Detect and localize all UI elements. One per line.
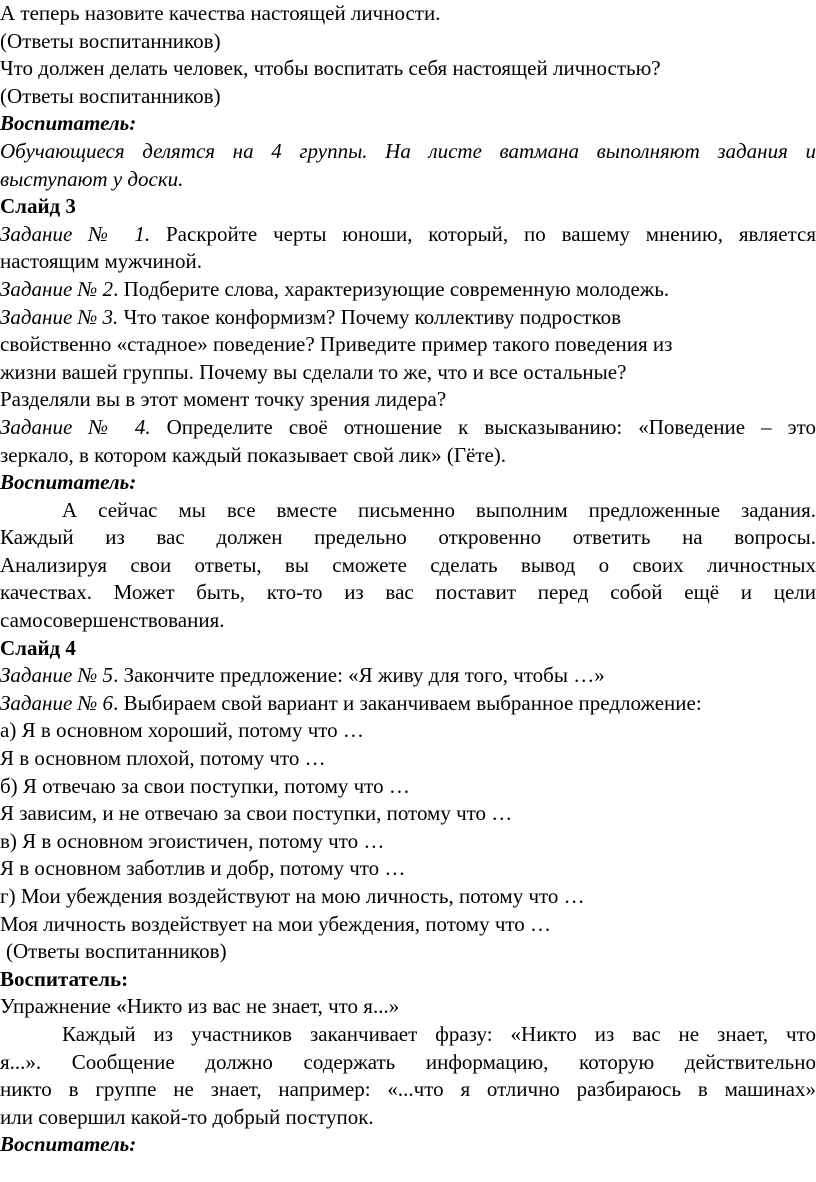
task-6 — [0, 690, 816, 718]
exercise-title: Упражнение «Никто из вас не знает, что я...» — [0, 994, 400, 1019]
option-c-1: в) Я в основном эгоистичен, потому что … — [0, 828, 385, 853]
task-6-label: Задание № 6 — [0, 690, 114, 715]
task-2-label: Задание № 2 — [0, 276, 114, 301]
task-3-text-cont: жизни вашей группы. Почему вы сделали то же, что и все остальные? — [0, 359, 627, 384]
exercise-paragraph-line: Каждый из участников заканчивает фразу: «Никто из вас не знает, что — [62, 1021, 816, 1046]
pupils-answers-note: (Ответы воспитанников) — [0, 28, 221, 53]
exercise-paragraph-line: или совершил какой-то добрый поступок. — [0, 1104, 374, 1129]
slide-3-heading: Слайд 3 — [0, 194, 76, 219]
task-1-text-cont: настоящим мужчиной. — [0, 249, 203, 274]
teacher-paragraph-line: самосовершенствования. — [0, 608, 225, 633]
task-4 — [0, 414, 816, 442]
task-4-text-cont: зеркало, в котором каждый показывает свой лик» (Гёте). — [0, 442, 507, 467]
slide-4-heading: Слайд 4 — [0, 635, 76, 660]
task-3 — [0, 304, 816, 332]
question-self-education: Что должен делать человек, чтобы воспитать себя настоящей личностью? — [0, 56, 661, 81]
task-6-text: . Выбираем свой вариант и заканчиваем выбранное предложение: — [113, 690, 702, 715]
task-2 — [0, 276, 816, 304]
task-3-text: Что такое конформизм? Почему коллективу подростков — [118, 304, 621, 329]
task-5-label: Задание № 5 — [0, 663, 114, 688]
teacher-heading: Воспитатель: — [0, 111, 137, 136]
option-b-1: б) Я отвечаю за свои поступки, потому что … — [0, 773, 410, 798]
question-qualities: А теперь назовите качества настоящей личности. — [0, 1, 441, 25]
teacher-paragraph-line: А сейчас мы все вместе письменно выполним предложенные задания. — [62, 497, 816, 522]
task-1 — [0, 221, 816, 249]
teacher-paragraph-line: Анализируя свои ответы, вы сможете сделать вывод о своих личностных — [0, 552, 816, 577]
groups-instruction-line: Обучающиеся делятся на 4 группы. На листе ватмана выполняют задания и — [0, 138, 816, 163]
task-1-text: Раскройте черты юноши, который, по вашему мнению, является — [150, 221, 816, 246]
teacher-heading: Воспитатель: — [0, 1132, 137, 1157]
option-a-2: Я в основном плохой, потому что … — [0, 746, 326, 771]
task-4-text: Определите своё отношение к высказыванию: «Поведение – это — [150, 414, 816, 439]
option-d-1: г) Мои убеждения воздействуют на мою личность, потому что … — [0, 884, 585, 908]
pupils-answers-note: (Ответы воспитанников) — [6, 939, 227, 964]
teacher-paragraph-line: Каждый из вас должен предельно откровенно ответить на вопросы. — [0, 525, 816, 550]
task-4-label: Задание № 4. — [0, 414, 151, 439]
task-3-text-cont: Разделяли вы в этот момент точку зрения лидера? — [0, 387, 447, 412]
task-1-label: Задание № 1. — [0, 221, 151, 246]
option-b-2: Я зависим, и не отвечаю за свои поступки, потому что … — [0, 801, 513, 826]
task-5 — [0, 662, 816, 690]
option-d-2: Моя личность воздействует на мои убеждения, потому что … — [0, 911, 552, 936]
pupils-answers-note: (Ответы воспитанников) — [0, 83, 221, 108]
teacher-heading: Воспитатель: — [0, 966, 129, 991]
task-3-text-cont: свойственно «стадное» поведение? Приведите пример такого поведения из — [0, 332, 673, 357]
exercise-paragraph-line: никто в группе не знает, например: «...что я отлично разбираюсь в машинах» — [0, 1077, 816, 1102]
exercise-paragraph-line: я...». Сообщение должно содержать информацию, которую действительно — [0, 1049, 816, 1074]
groups-instruction-line: выступают у доски. — [0, 166, 184, 191]
teacher-paragraph-line: качествах. Может быть, кто-то из вас поставит перед собой ещё и цели — [0, 580, 816, 605]
option-c-2: Я в основном заботлив и добр, потому что … — [0, 856, 406, 881]
option-a-1: а) Я в основном хороший, потому что … — [0, 718, 364, 743]
teacher-heading: Воспитатель: — [0, 470, 137, 495]
task-5-text: . Закончите предложение: «Я живу для того, чтобы …» — [113, 663, 605, 688]
task-2-text: . Подберите слова, характеризующие современную молодежь. — [113, 276, 670, 301]
task-3-label: Задание № 3. — [0, 304, 119, 329]
